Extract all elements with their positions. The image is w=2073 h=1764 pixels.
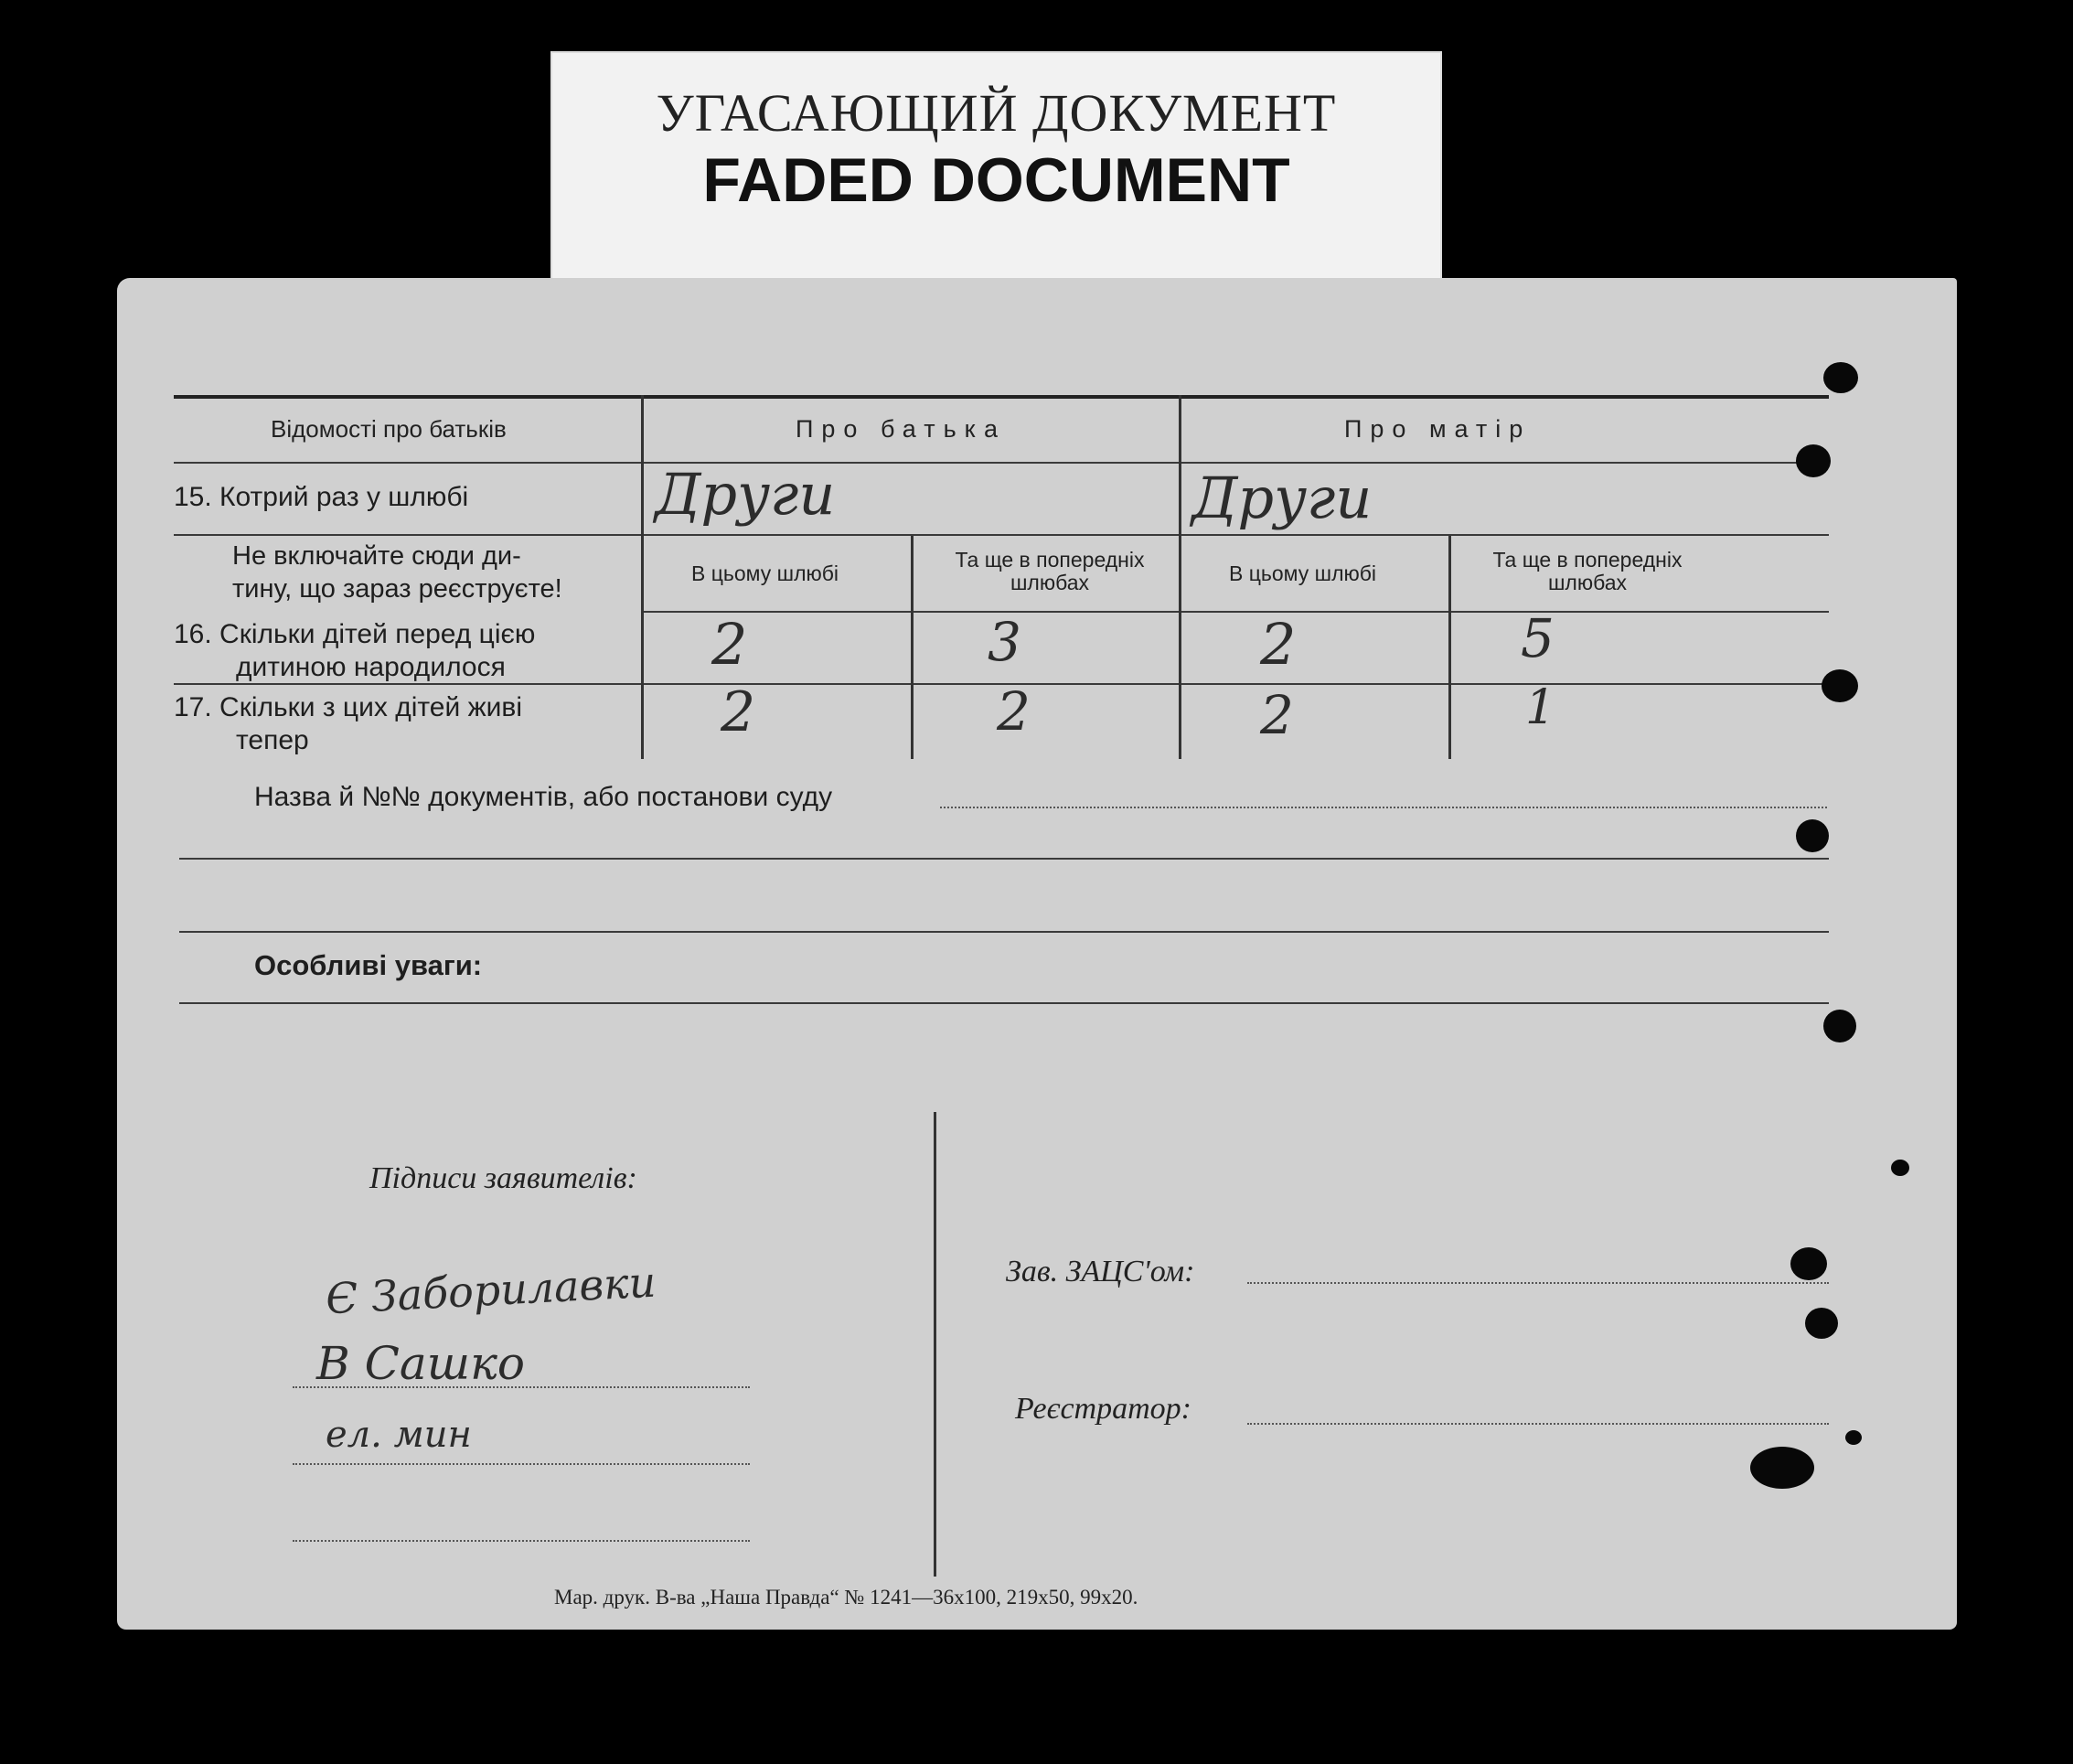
signature-1: Є Заборилавки bbox=[324, 1256, 657, 1324]
note-line-2: тину, що зараз реєструєте! bbox=[232, 574, 562, 604]
remarks-line bbox=[179, 1002, 1829, 1004]
row15-father-handwriting: Други bbox=[655, 461, 836, 528]
row16-label-line-2: дитиною народилося bbox=[236, 652, 506, 682]
punch-hole bbox=[1822, 669, 1858, 702]
subheader-father-prev-marriages: Та ще в попередніх шлюбах bbox=[955, 548, 1145, 594]
signatures-label: Підписи заявителів: bbox=[369, 1161, 637, 1195]
banner-english-text: FADED DOCUMENT bbox=[702, 145, 1290, 215]
bottom-section-divider bbox=[934, 1112, 936, 1577]
registrar-dotted-line bbox=[1247, 1423, 1829, 1425]
row17-label-line-2: тепер bbox=[236, 725, 309, 755]
printer-imprint: Мар. друк. В-ва „Наша Правда“ № 1241—36х100, 219х50, 99х20. bbox=[554, 1586, 1138, 1609]
row15-label: 15. Котрий раз у шлюбі bbox=[174, 482, 469, 512]
row15-mother-handwriting: Други bbox=[1191, 465, 1373, 531]
row16-father-this-value: 2 bbox=[711, 611, 748, 678]
documents-line-1 bbox=[179, 858, 1829, 860]
table-top-rule bbox=[174, 395, 1829, 399]
subheader-father-this-marriage: В цьому шлюбі bbox=[691, 561, 839, 585]
header-about-mother: Про матір bbox=[1344, 415, 1532, 443]
row17-label-line-1: 17. Скільки з цих дітей живі bbox=[174, 692, 522, 722]
table-vline-1 bbox=[641, 395, 644, 759]
registration-form-card bbox=[117, 278, 1957, 1630]
subheader-mother-prev-marriages: Та ще в попередніх шлюбах bbox=[1492, 548, 1683, 594]
punch-hole bbox=[1796, 819, 1829, 852]
signature-dotted-line-2 bbox=[293, 1463, 750, 1465]
row17-mother-prev-value: 1 bbox=[1525, 680, 1556, 735]
registrar-label: Реєстратор: bbox=[1015, 1392, 1191, 1426]
header-bottom-rule bbox=[174, 462, 1829, 464]
row16-father-prev-value: 3 bbox=[988, 611, 1021, 673]
documents-dotted-line bbox=[940, 807, 1827, 808]
header-parents-info: Відомості про батьків bbox=[271, 415, 507, 443]
punch-hole bbox=[1750, 1447, 1814, 1489]
row15-bottom-rule bbox=[174, 534, 1829, 536]
signature-3: ел. мин bbox=[326, 1414, 472, 1456]
punch-hole bbox=[1796, 444, 1831, 477]
documents-line-2 bbox=[179, 931, 1829, 933]
remarks-label: Особливі уваги: bbox=[254, 949, 483, 981]
punch-hole bbox=[1823, 362, 1858, 393]
signature-dotted-line-3 bbox=[293, 1540, 750, 1542]
table-vline-3 bbox=[1179, 395, 1181, 759]
punch-hole bbox=[1805, 1308, 1838, 1339]
table-vline-2 bbox=[911, 536, 914, 759]
signature-dotted-line-1 bbox=[293, 1386, 750, 1388]
punch-hole bbox=[1823, 1010, 1856, 1042]
header-about-father: Про батька bbox=[796, 415, 1007, 443]
table-vline-4 bbox=[1448, 536, 1451, 759]
signature-2: В Сашко bbox=[316, 1337, 526, 1390]
banner-russian-text: УГАСАЮЩИЙ ДОКУМЕНТ bbox=[656, 83, 1337, 143]
zags-head-label: Зав. ЗАЦС'ом: bbox=[1006, 1255, 1195, 1288]
zags-head-dotted-line bbox=[1247, 1282, 1829, 1284]
punch-hole bbox=[1845, 1430, 1862, 1445]
punch-hole bbox=[1891, 1160, 1909, 1176]
faded-document-banner bbox=[550, 51, 1442, 291]
row16-mother-this-value: 2 bbox=[1260, 611, 1297, 678]
row16-mother-prev-value: 5 bbox=[1521, 607, 1555, 669]
subheader-bottom-rule bbox=[642, 611, 1829, 613]
row17-father-prev-value: 2 bbox=[997, 680, 1031, 743]
documents-label: Назва й №№ документів, або постанови суду bbox=[254, 782, 833, 812]
row16-label-line-1: 16. Скільки дітей перед цією bbox=[174, 619, 536, 649]
subheader-mother-this-marriage: В цьому шлюбі bbox=[1229, 561, 1377, 585]
row17-father-this-value: 2 bbox=[721, 680, 756, 744]
note-line-1: Не включайте сюди ди- bbox=[232, 541, 521, 571]
punch-hole bbox=[1790, 1247, 1827, 1280]
row17-mother-this-value: 2 bbox=[1260, 684, 1294, 746]
